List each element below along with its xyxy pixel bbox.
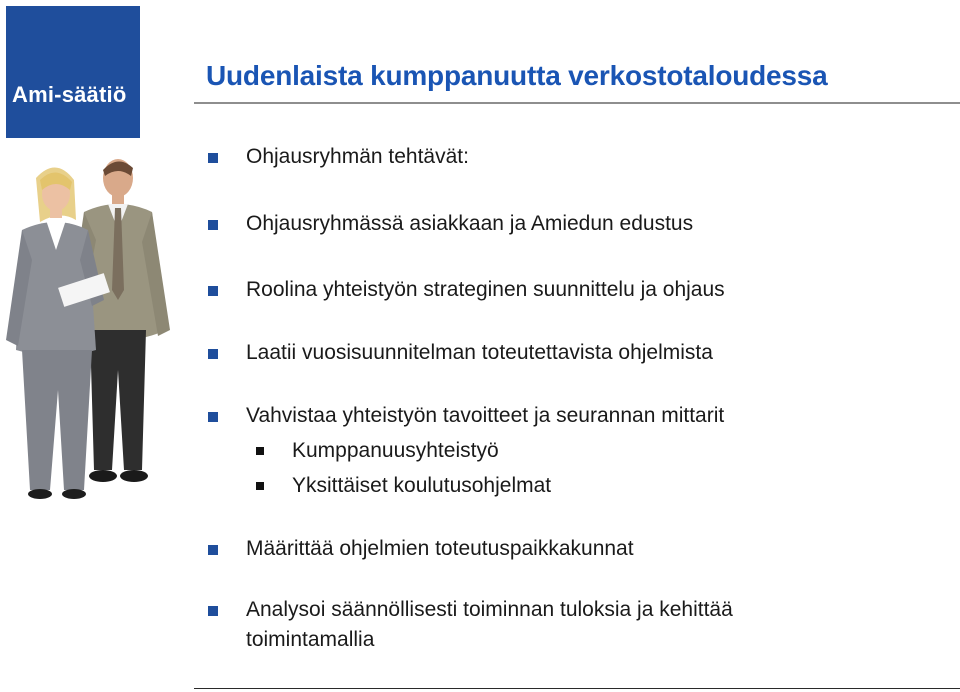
bullet-list — [208, 0, 948, 692]
bullet-text: Roolina yhteistyön strateginen suunnittelu ja ohjaus — [246, 278, 725, 301]
square-bullet-icon — [208, 220, 218, 230]
slide-title: Uudenlaista kumppanuutta verkostotaloudessa — [206, 60, 828, 91]
bullet-item — [208, 142, 928, 172]
sub-bullet-item — [256, 471, 896, 501]
bullet-item — [208, 534, 928, 564]
sub-bullet-item — [256, 436, 896, 466]
bullet-text: Vahvistaa yhteistyön tavoitteet ja seurannan mittarit — [246, 404, 725, 427]
footer-divider — [194, 688, 960, 689]
logo-text: Ami-säätiö — [12, 82, 127, 107]
business-people-photo — [0, 150, 180, 510]
bullet-text: Määrittää ohjelmien toteutuspaikkakunnat — [246, 537, 634, 560]
square-bullet-icon — [208, 153, 218, 163]
bullet-item — [208, 595, 928, 655]
bullet-text: Analysoi säännöllisesti toiminnan tuloksia ja kehittää toimintamallia — [246, 598, 733, 651]
square-bullet-icon — [208, 545, 218, 555]
small-square-bullet-icon — [256, 447, 264, 455]
bullet-item — [208, 401, 928, 431]
bullet-text: Laatii vuosisuunnitelman toteutettavista ohjelmista — [246, 341, 713, 364]
sub-bullet-text: Yksittäiset koulutusohjelmat — [292, 474, 552, 497]
square-bullet-icon — [208, 349, 218, 359]
bullet-item — [208, 275, 928, 305]
sub-bullet-text: Kumppanuusyhteistyö — [292, 439, 499, 462]
bullet-item — [208, 209, 928, 239]
small-square-bullet-icon — [256, 482, 264, 490]
square-bullet-icon — [208, 606, 218, 616]
square-bullet-icon — [208, 412, 218, 422]
bullet-item — [208, 338, 928, 368]
bullet-text: Ohjausryhmän tehtävät: — [246, 145, 469, 168]
bullet-text: Ohjausryhmässä asiakkaan ja Amiedun edustus — [246, 212, 694, 235]
ami-saatio-logo — [6, 6, 140, 138]
square-bullet-icon — [208, 286, 218, 296]
